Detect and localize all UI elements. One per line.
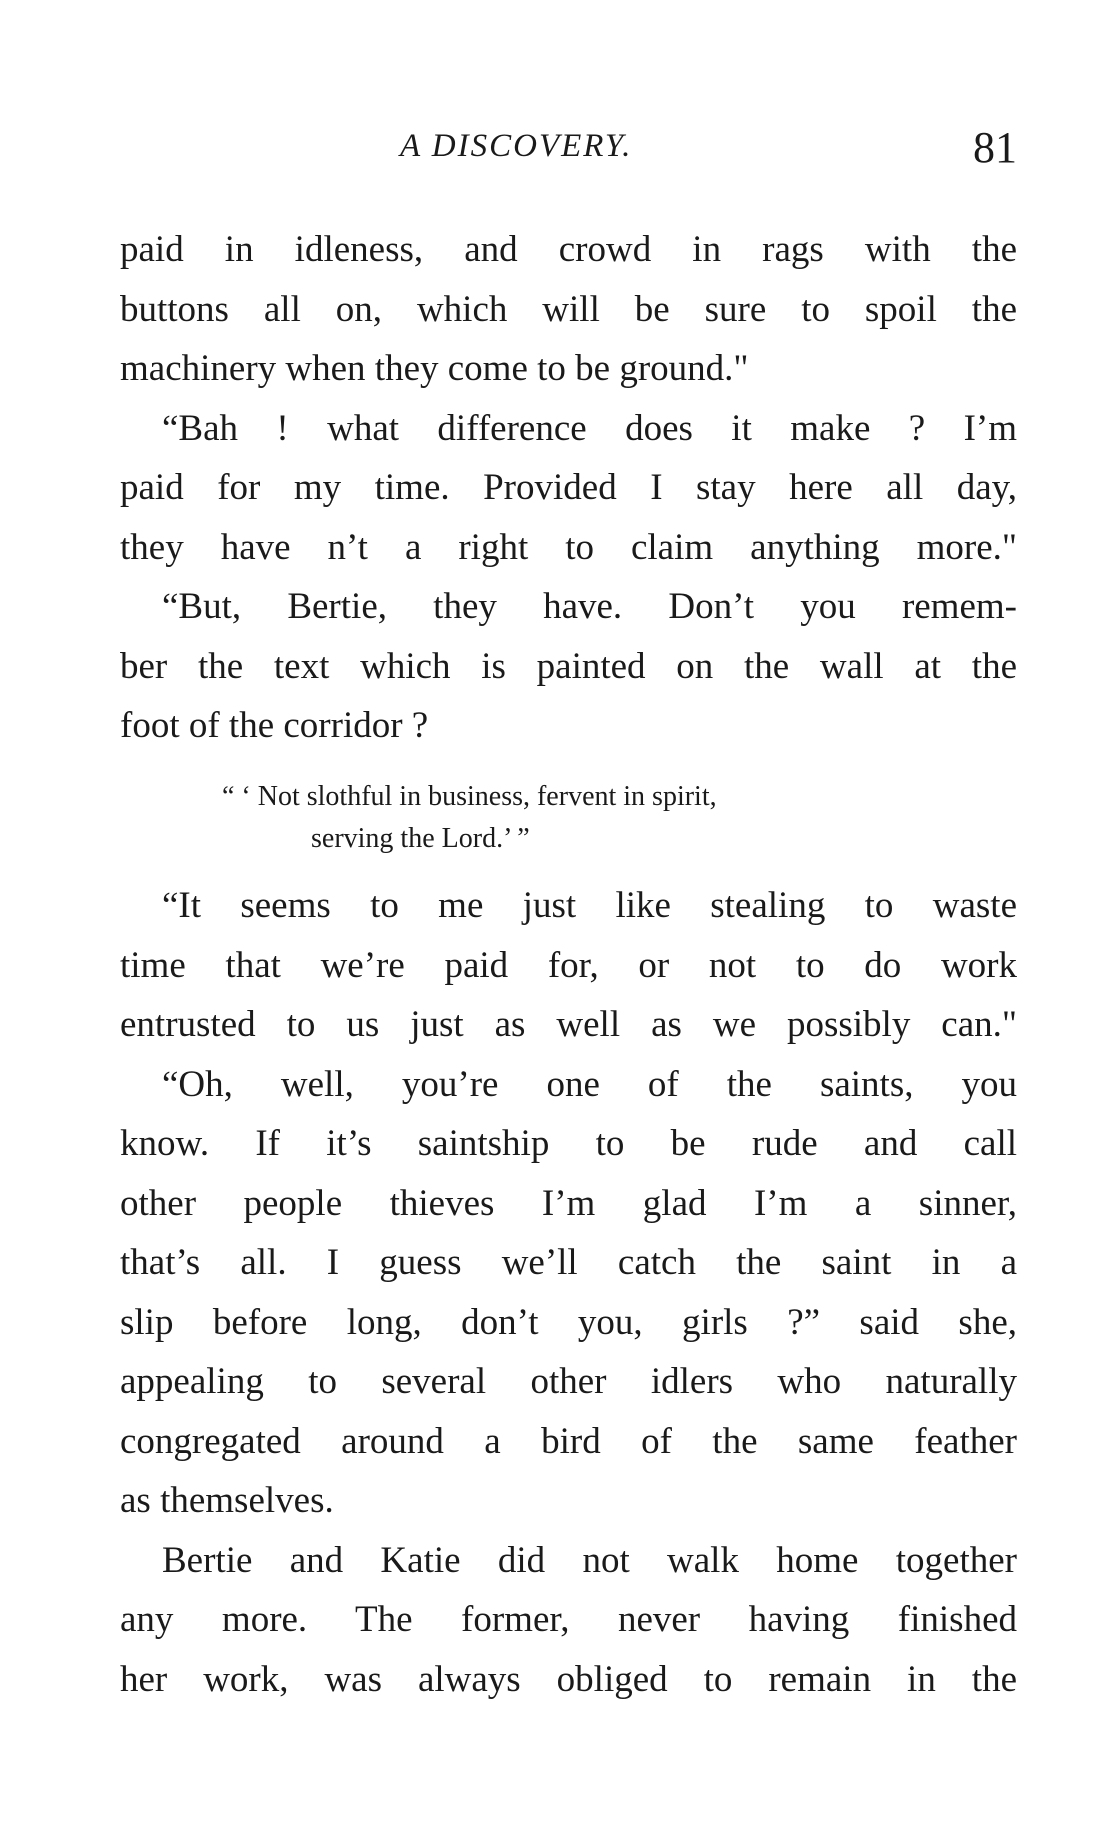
- text-line: any more. The former, never having finished: [120, 1599, 1017, 1640]
- text-line: “Oh, well, you’re one of the saints, you: [162, 1063, 1017, 1105]
- text-line: appealing to several other idlers who naturally: [120, 1361, 1017, 1402]
- text-line: entrusted to us just as well as we possibly can.": [120, 1004, 1017, 1045]
- text-line: time that we’re paid for, or not to do work: [120, 944, 1017, 986]
- quotation-line: serving the Lord.’ ”: [311, 823, 530, 854]
- text-line: machinery when they come to be ground.": [120, 348, 749, 389]
- body-text-top: [120, 220, 1017, 756]
- text-line: ber the text which is painted on the wall at the: [120, 645, 1017, 687]
- page-header: [120, 123, 1017, 188]
- text-line: other people thieves I’m glad I’m a sinner,: [120, 1182, 1017, 1224]
- text-line: “It seems to me just like stealing to waste: [162, 885, 1017, 926]
- text-line: congregated around a bird of the same feather: [120, 1420, 1017, 1462]
- text-line: buttons all on, which will be sure to spoil the: [120, 288, 1017, 330]
- text-line: that’s all. I guess we’ll catch the saint in a: [120, 1242, 1017, 1283]
- quotation-line: “ ‘ Not slothful in business, fervent in spirit,: [222, 781, 717, 812]
- text-line: they have n’t a right to claim anything more.": [120, 526, 1017, 568]
- text-line: paid in idleness, and crowd in rags with the: [120, 229, 1017, 270]
- text-line: “Bah ! what difference does it make ? I’m: [162, 407, 1017, 449]
- text-line: know. If it’s saintship to be rude and call: [120, 1123, 1017, 1164]
- text-line: foot of the corridor ?: [120, 705, 429, 746]
- text-line: Bertie and Katie did not walk home together: [162, 1539, 1017, 1581]
- text-line: as themselves.: [120, 1480, 334, 1521]
- body-text-bottom: [120, 876, 1017, 1709]
- page-number: 81: [973, 123, 1017, 172]
- running-title: A DISCOVERY.: [400, 128, 633, 164]
- text-line: paid for my time. Provided I stay here all day,: [120, 467, 1017, 508]
- text-line: “But, Bertie, they have. Don’t you remem-: [162, 586, 1017, 627]
- text-line: slip before long, don’t you, girls ?” said she,: [120, 1301, 1017, 1343]
- text-line: her work, was always obliged to remain in the: [120, 1658, 1017, 1700]
